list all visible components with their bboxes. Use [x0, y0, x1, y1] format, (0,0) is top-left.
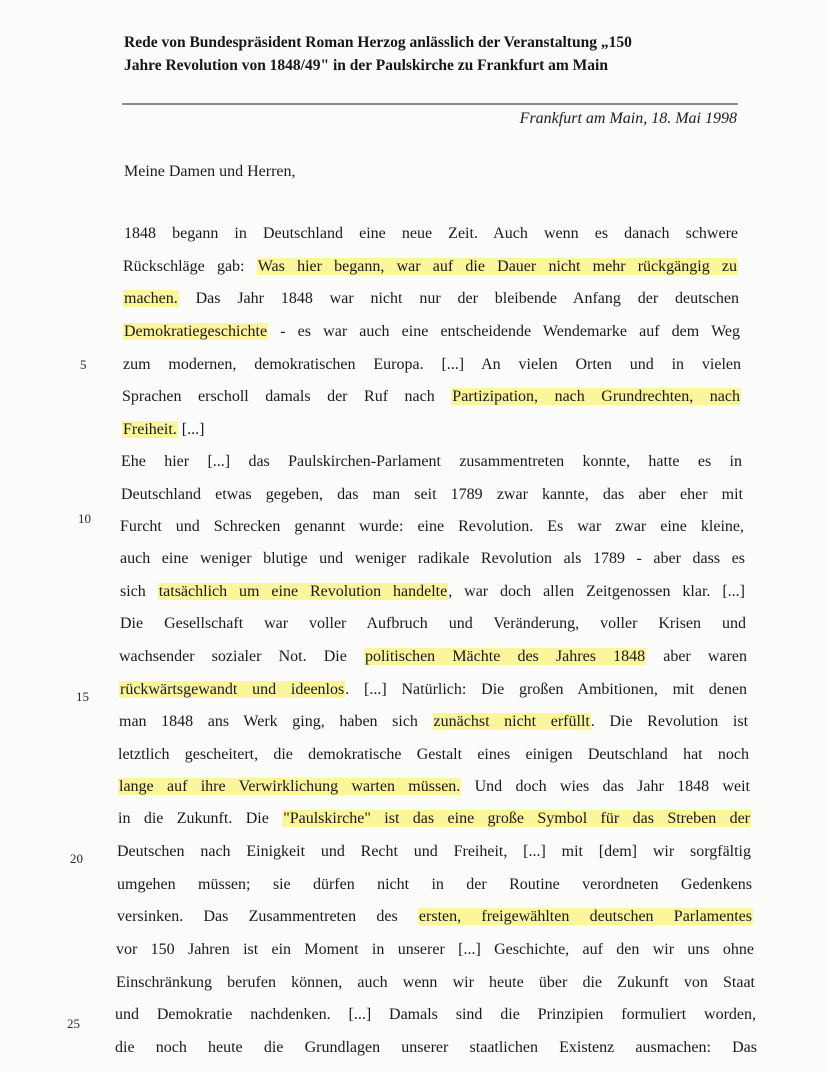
- speech-line: [123, 257, 738, 277]
- speech-line: [118, 777, 750, 797]
- line-number: 15: [76, 689, 89, 704]
- speech-title: [124, 31, 744, 77]
- speech-line: [116, 973, 755, 993]
- line-text: Rückschläge gab:: [123, 258, 257, 275]
- line-text: Und doch wies das Jahr 1848 weit: [461, 778, 750, 795]
- line-text: Deutschland etwas gegeben, das man seit 1789 zwar kannte, das aber eher mit: [121, 486, 743, 503]
- speech-line: [121, 485, 743, 505]
- speech-line: [123, 355, 741, 375]
- speech-line: [118, 745, 749, 765]
- highlighted-text: zunächst nicht erfüllt: [433, 713, 590, 730]
- line-text: zum modernen, demokratischen Europa. [...] An vielen Orten und in vielen: [123, 356, 741, 373]
- line-text: . Die Revolution ist: [590, 713, 749, 730]
- highlighted-text: rückwärtsgewandt und ideenlos: [120, 681, 345, 698]
- speech-line: [115, 1005, 756, 1025]
- line-text: - es war auch eine entscheidende Wendemarke auf dem Weg: [268, 323, 740, 340]
- dateline: Frankfurt am Main, 18. Mai 1998: [519, 110, 737, 127]
- speech-line: [119, 712, 748, 732]
- line-text: in die Zukunft. Die: [118, 810, 283, 827]
- line-text: und Demokratie nachdenken. [...] Damals sind die Prinzipien formuliert worden,: [115, 1006, 756, 1023]
- highlighted-text: Freiheit.: [123, 421, 177, 438]
- speech-line: [119, 680, 747, 700]
- highlighted-text: tatsächlich um eine Revolution handelte: [158, 583, 448, 600]
- line-number: 25: [67, 1016, 80, 1031]
- speech-line: [117, 875, 752, 895]
- speech-line: [120, 549, 745, 569]
- speech-line: [115, 1038, 757, 1058]
- highlighted-text: machen.: [124, 290, 178, 307]
- salutation: Meine Damen und Herren,: [124, 163, 296, 180]
- speech-title-line-2: Jahre Revolution von 1848/49" in der Paulskirche zu Frankfurt am Main: [124, 57, 608, 74]
- highlighted-text: lange auf ihre Verwirklichung warten müssen.: [119, 778, 461, 795]
- line-text: [...]: [177, 421, 205, 438]
- line-number: 20: [70, 851, 83, 866]
- speech-line: [124, 224, 738, 244]
- line-text: , war doch allen Zeitgenossen klar. [...]: [448, 583, 746, 600]
- line-text: aber waren: [646, 648, 747, 665]
- speech-line: [122, 387, 741, 407]
- line-text: die noch heute die Grundlagen unserer staatlichen Existenz ausmachen: Das: [115, 1039, 757, 1056]
- speech-title-line-1: Rede von Bundespräsident Roman Herzog anlässlich der Veranstaltung „150: [124, 34, 632, 51]
- line-text: wachsender sozialer Not. Die: [119, 648, 364, 665]
- line-text: vor 150 Jahren ist ein Moment in unserer [...] Geschichte, auf den wir uns ohne: [116, 941, 754, 958]
- highlighted-text: Was hier begann, war auf die Dauer nicht mehr rückgängig zu: [257, 258, 738, 275]
- highlighted-text: "Paulskirche" ist das eine große Symbol für das Streben der: [283, 810, 751, 827]
- speech-line: [123, 322, 740, 342]
- line-text: 1848 begann in Deutschland eine neue Zeit. Auch wenn es danach schwere: [124, 225, 738, 242]
- line-text: umgehen müssen; sie dürfen nicht in der Routine verordneten Gedenkens: [117, 876, 752, 893]
- highlighted-text: politischen Mächte des Jahres 1848: [364, 648, 646, 665]
- line-text: auch eine weniger blutige und weniger radikale Revolution als 1789 - aber dass es: [120, 550, 745, 567]
- highlighted-text: Demokratiegeschichte: [124, 323, 268, 340]
- line-text: Deutschen nach Einigkeit und Recht und Freiheit, [...] mit [dem] wir sorgfältig: [117, 843, 751, 860]
- line-number: 10: [78, 511, 91, 526]
- line-text: Die Gesellschaft war voller Aufbruch und Veränderung, voller Krisen und: [120, 615, 746, 632]
- line-text: Sprachen erscholl damals der Ruf nach: [122, 388, 452, 405]
- speech-line: [118, 809, 751, 829]
- line-text: Einschränkung berufen können, auch wenn wir heute über die Zukunft von Staat: [116, 974, 755, 991]
- line-text: sich: [120, 583, 158, 600]
- header-divider: [122, 103, 738, 105]
- speech-line: [123, 289, 739, 309]
- highlighted-text: Partizipation, nach Grundrechten, nach: [452, 388, 741, 405]
- line-text: letztlich gescheitert, die demokratische Gestalt eines einigen Deutschland hat noch: [118, 746, 749, 763]
- line-text: . [...] Natürlich: Die großen Ambitionen, mit denen: [345, 681, 747, 698]
- line-text: Furcht und Schrecken genannt wurde: eine Revolution. Es war zwar eine kleine,: [120, 518, 744, 535]
- line-number: 5: [80, 357, 87, 372]
- highlighted-text: ersten, freigewählten deutschen Parlamentes: [418, 908, 752, 925]
- speech-line: [121, 452, 742, 472]
- speech-line: [122, 420, 204, 440]
- speech-line: [117, 842, 751, 862]
- speech-line: [117, 907, 753, 927]
- speech-line: [120, 517, 744, 537]
- speech-line: [120, 614, 746, 634]
- speech-line: [119, 647, 747, 667]
- line-text: man 1848 ans Werk ging, haben sich: [119, 713, 433, 730]
- speech-line: [116, 940, 754, 960]
- line-text: Ehe hier [...] das Paulskirchen-Parlament zusammentreten konnte, hatte es in: [121, 453, 742, 470]
- line-text: Das Jahr 1848 war nicht nur der bleibende Anfang der deutschen: [178, 290, 739, 307]
- line-text: versinken. Das Zusammentreten des: [117, 908, 418, 925]
- speech-line: [120, 582, 745, 602]
